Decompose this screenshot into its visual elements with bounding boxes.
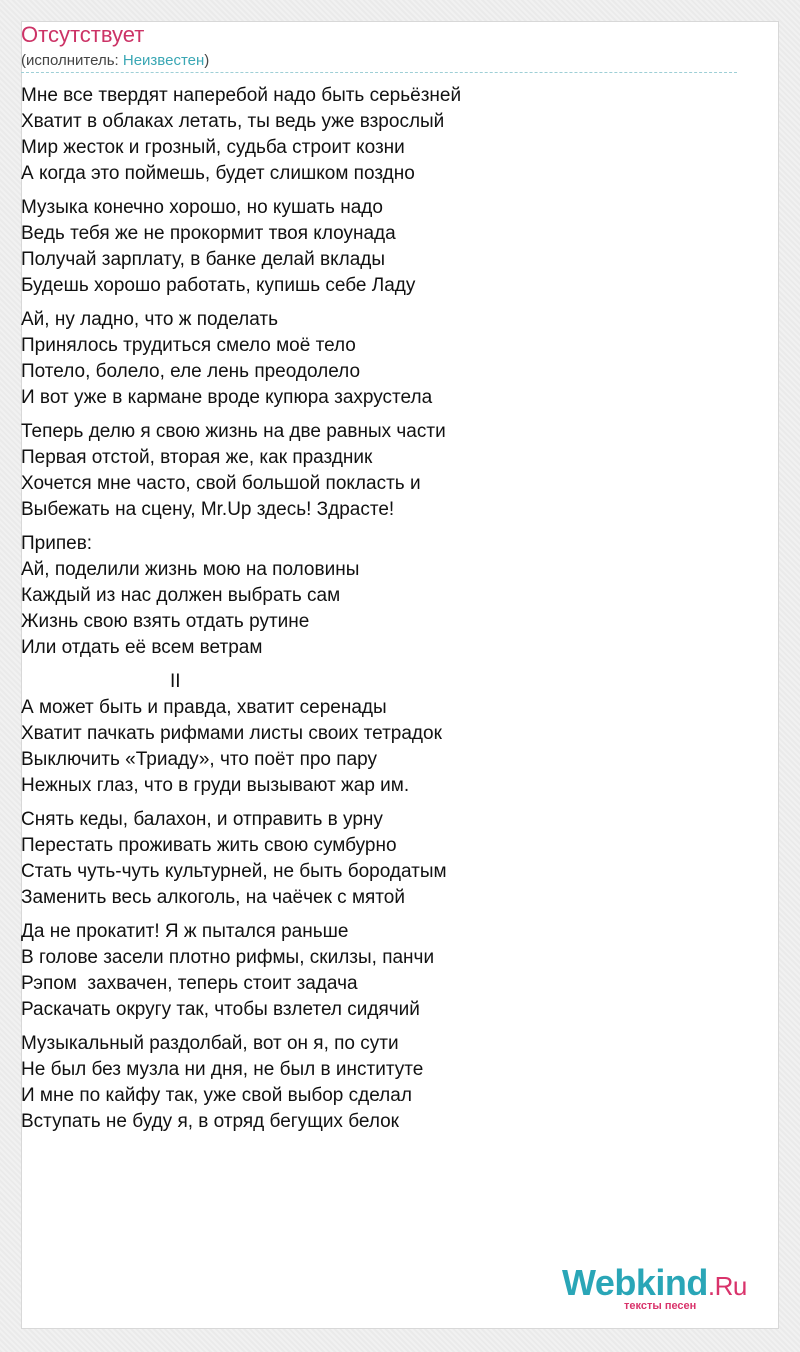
- artist-suffix: ): [204, 52, 210, 69]
- lyrics-blank-line: [21, 799, 737, 807]
- lyrics-line: Получай зарплату, в банке делай вклады: [21, 249, 386, 270]
- artist-prefix: (исполнитель:: [21, 52, 123, 69]
- lyrics-line: Выключить «Триаду», что поёт про пару: [21, 749, 377, 770]
- lyrics-line: Первая отстой, вторая же, как праздник: [21, 447, 373, 468]
- lyrics-blank-line: [21, 299, 737, 307]
- lyrics-line: И мне по кайфу так, уже свой выбор сделал: [21, 1085, 412, 1106]
- lyrics-line: Ведь тебя же не прокормит твоя клоунада: [21, 223, 396, 244]
- logo-tld: .Ru: [707, 1271, 747, 1301]
- lyrics-line: Музыкальный раздолбай, вот он я, по сути: [21, 1033, 399, 1054]
- lyrics-line: Заменить весь алкоголь, на чаёчек с мятой: [21, 887, 405, 908]
- lyrics-line: Теперь делю я свою жизнь на две равных части: [21, 421, 446, 442]
- lyrics-blank-line: [21, 1023, 737, 1031]
- lyrics-line: Вступать не буду я, в отряд бегущих белок: [21, 1111, 399, 1132]
- lyrics-line: Ай, ну ладно, что ж поделать: [21, 309, 278, 330]
- lyrics-line: Будешь хорошо работать, купишь себе Ладу: [21, 275, 416, 296]
- logo-name: Webkind: [562, 1262, 708, 1303]
- lyrics-line: Хватит в облаках летать, ты ведь уже взрослый: [21, 111, 445, 132]
- lyrics-line: Припев:: [21, 533, 93, 554]
- lyrics-line: Не был без музла ни дня, не был в институте: [21, 1059, 424, 1080]
- logo-tagline: тексты песен: [624, 1300, 697, 1312]
- lyrics-line: Ай, поделили жизнь мою на половины: [21, 559, 360, 580]
- lyrics-line: А может быть и правда, хватит серенады: [21, 697, 387, 718]
- lyrics-line: И вот уже в кармане вроде купюра захрустела: [21, 387, 433, 408]
- lyrics-blank-line: [21, 661, 737, 669]
- header-divider: [21, 72, 737, 73]
- lyrics-line: Перестать проживать жить свою сумбурно: [21, 835, 397, 856]
- lyrics-line: Раскачать округу так, чтобы взлетел сидячий: [21, 999, 420, 1020]
- site-logo[interactable]: [562, 1262, 762, 1312]
- lyrics-line: А когда это поймешь, будет слишком поздно: [21, 163, 415, 184]
- lyrics-line: Мир жесток и грозный, судьба строит козни: [21, 137, 405, 158]
- lyrics-line: Выбежать на сцену, Mr.Up здесь! Здрасте!: [21, 499, 395, 520]
- lyrics-line: Хватит пачкать рифмами листы своих тетрадок: [21, 723, 442, 744]
- lyrics-line: Хочется мне часто, свой большой покласть и: [21, 473, 421, 494]
- lyrics-text: [21, 83, 737, 1135]
- song-title: Отсутствует: [21, 22, 145, 47]
- lyrics-blank-line: [21, 187, 737, 195]
- lyrics-line: Музыка конечно хорошо, но кушать надо: [21, 197, 383, 218]
- lyrics-line: Да не прокатит! Я ж пытался раньше: [21, 921, 349, 942]
- lyrics-line: Принялось трудиться смело моё тело: [21, 335, 356, 356]
- lyrics-blank-line: [21, 523, 737, 531]
- lyrics-line: Потело, болело, еле лень преодолело: [21, 361, 361, 382]
- lyrics-blank-line: [21, 911, 737, 919]
- verse-number: II: [170, 671, 181, 692]
- lyrics-line: Каждый из нас должен выбрать сам: [21, 585, 341, 606]
- lyrics-line: Стать чуть-чуть культурней, не быть бородатым: [21, 861, 447, 882]
- artist-line: [21, 51, 209, 71]
- lyrics-line: Рэпом захвачен, теперь стоит задача: [21, 973, 358, 994]
- lyrics-line: Мне все твердят наперебой надо быть серьёзней: [21, 85, 462, 106]
- lyrics-line: Жизнь свою взять отдать рутине: [21, 611, 310, 632]
- lyrics-line: Или отдать её всем ветрам: [21, 637, 263, 658]
- artist-link[interactable]: Неизвестен: [122, 52, 205, 69]
- lyrics-line: Снять кеды, балахон, и отправить в урну: [21, 809, 383, 830]
- lyrics-line: В голове засели плотно рифмы, скилзы, панчи: [21, 947, 435, 968]
- lyrics-blank-line: [21, 411, 737, 419]
- lyrics-line: Нежных глаз, что в груди вызывают жар им.: [21, 775, 410, 796]
